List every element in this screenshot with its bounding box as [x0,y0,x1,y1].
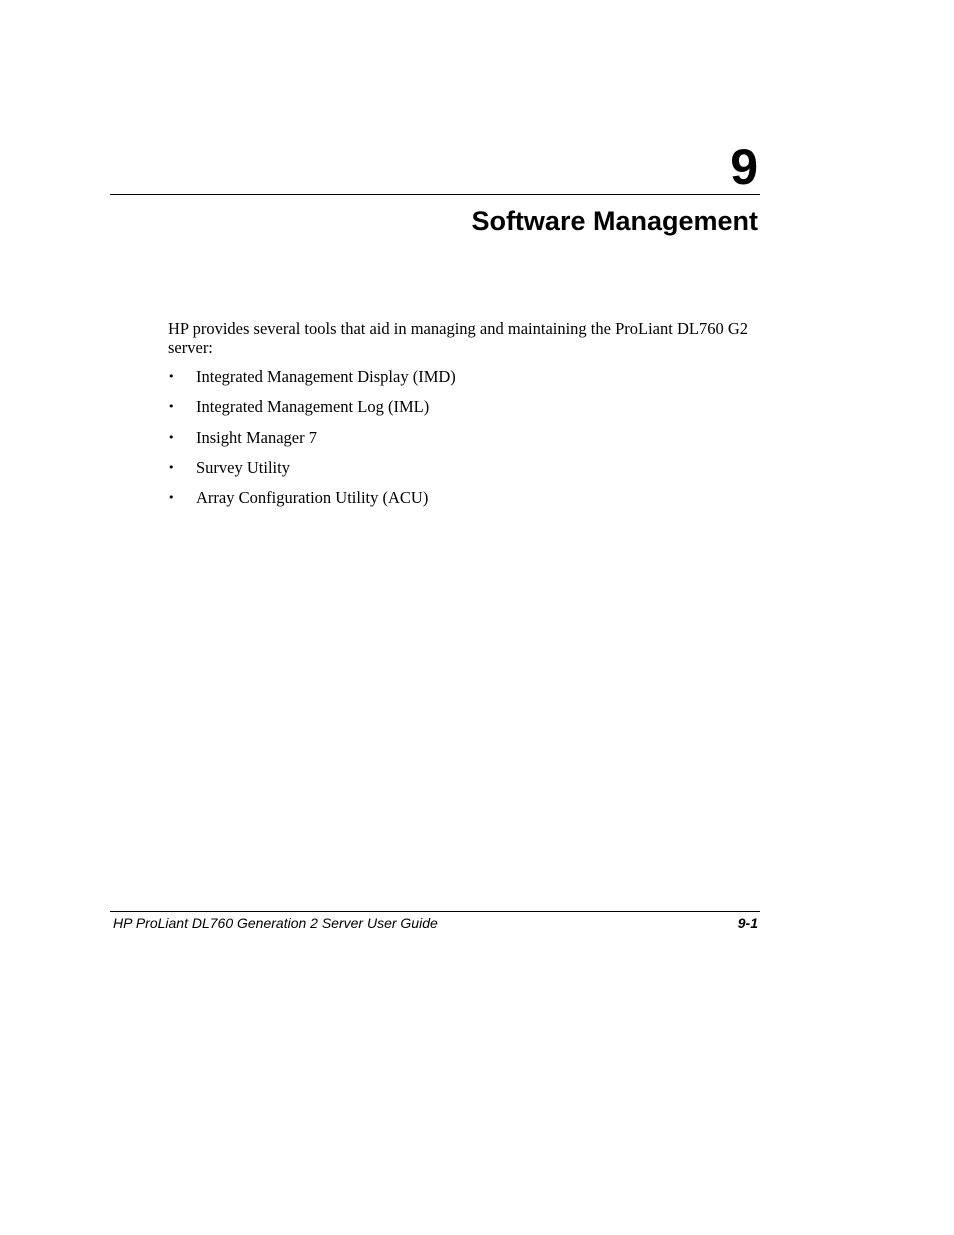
list-item-text: Integrated Management Log (IML) [196,397,430,417]
list-item [168,458,456,478]
bullet-icon: • [168,460,175,474]
bullet-icon: • [168,400,175,414]
list-item-text: Insight Manager 7 [196,427,317,447]
footer-guide-title: HP ProLiant DL760 Generation 2 Server User Guide [113,915,438,931]
list-item [168,367,456,387]
bullet-icon: • [168,370,175,383]
list-item-text: Integrated Management Display (IMD) [196,367,456,386]
intro-paragraph: HP provides several tools that aid in managing and maintaining the ProLiant DL760 G2 server: [168,319,748,357]
list-item [168,428,456,448]
footer-page-number: 9-1 [737,915,758,931]
bullet-icon: • [168,430,175,444]
list-item-text: Survey Utility [196,457,290,477]
list-item-text: Array Configuration Utility (ACU) [196,488,429,508]
chapter-number: 9 [730,139,758,195]
footer-divider [110,911,760,912]
chapter-divider [110,194,760,195]
list-item [168,397,456,417]
bullet-icon: • [168,491,175,505]
list-item [168,488,456,508]
tool-list [168,367,456,518]
chapter-title: Software Management [471,206,758,236]
